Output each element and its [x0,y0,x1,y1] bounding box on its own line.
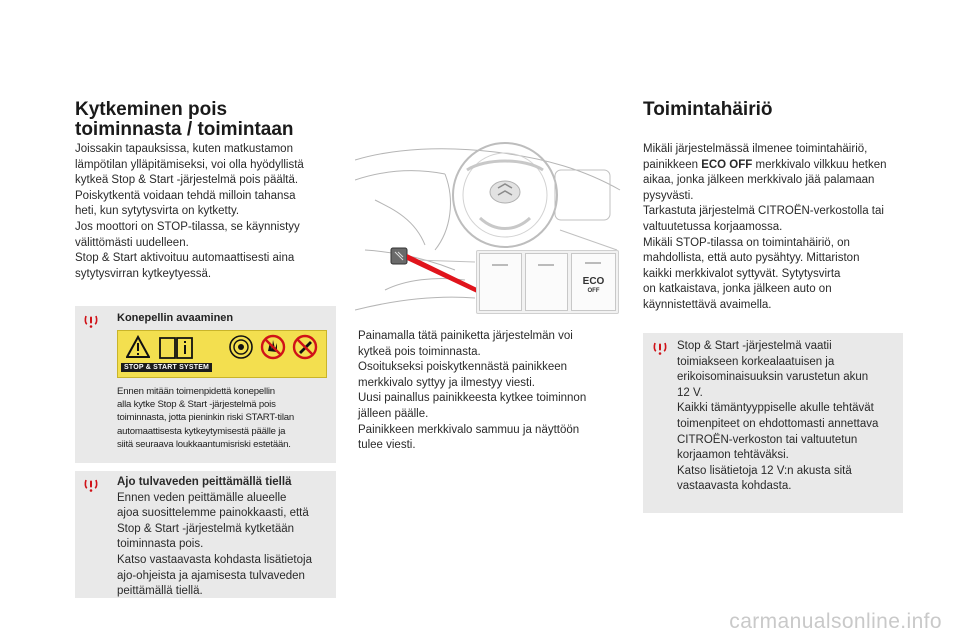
manual-book-icon [158,334,194,360]
pointer-arrow [407,254,477,293]
text-line: CITROËN-verkoston tai valtuutetun [677,433,858,446]
warning-icon [84,479,98,493]
warning-icon [653,342,667,356]
title-line-2: toiminnasta / toimintaan [75,119,294,140]
text-line: Mikäli järjestelmässä ilmenee toimintahäiriö, [643,143,868,155]
text-line: automaattisesta kytkeytymisestä päälle ja [117,425,286,437]
engine-fan-icon [228,334,254,360]
text-line: Katso lisätietoja 12 V:n akusta sitä [677,464,852,477]
text-line: alla kytke Stop & Start -järjestelmä pois [117,399,276,411]
stop-start-system-label: STOP & START SYSTEM [121,363,212,372]
text-line: sytytysvirran kytkeytyessä. [75,267,212,280]
text-line: Uusi painallus painikkeesta kytkee toiminnon [358,392,587,405]
text-line-eco [643,158,913,174]
text-line: merkkivalo syttyy ja ilmestyy viesti. [358,376,536,389]
text-line: Ennen mitään toimenpidettä konepellin [117,386,275,397]
text-line: siitä seuraava loukkaantumisriski estetään. [117,438,291,450]
text-line: erikoisominaisuuksin varustetun akun [677,371,869,384]
text-line: valtuutetussa korjaamossa. [643,220,783,233]
text-line: Stop & Start -järjestelmä kytketään [117,522,295,535]
text-line: Stop & Start aktivoituu automaattisesti aina [75,252,295,265]
text-line: heti, kun sytytysvirta on kytketty. [75,205,240,218]
left-intro-text [75,142,340,282]
text-line: Osoitukseksi poiskytkennästä painikkeen [358,361,568,374]
text-line: lämpötilan ylläpitämiseksi, voi olla hyödyllistä [75,158,304,171]
text-line: Painikkeen merkkivalo sammuu ja näyttöön [358,423,580,436]
text-line: jälleen päälle. [358,407,429,420]
text-line: toimiakseen korkealaatuisen ja [677,355,835,368]
section-title-right: Toimintahäiriö [643,99,773,120]
text-line: kytkeä Stop & Start -järjestelmä pois päältä. [75,174,299,187]
text-line: Mikäli STOP-tilassa on toimintahäiriö, on [643,236,850,249]
right-text [643,142,913,314]
text-line: käynnistettävä avaimella. [643,298,772,311]
section-title-left [75,100,335,140]
text-line: mahdollista, että auto pysähtyy. Mittariston [643,252,860,265]
hood-warning-text [117,385,332,451]
flood-warning-text [117,475,332,600]
caution-triangle-icon [126,335,150,359]
text-line: vastaavasta kohdasta. [677,480,792,493]
blank-switch[interactable] [525,253,568,311]
text-line: toiminnasta pois. [117,538,204,551]
text-line: Ennen veden peittämälle alueelle [117,491,287,504]
text-fragment: painikkeen [643,158,702,171]
eco-off-bold: ECO OFF [701,158,753,171]
small-eco-button [391,248,407,264]
no-hand-icon [260,334,286,360]
text-line: korjaamon tehtäväksi. [677,449,789,462]
warning-icon [84,315,98,329]
text-line: Painamalla tätä painiketta järjestelmän voi [358,330,573,342]
switch-panel-zoom [476,250,619,314]
hood-box-title: Konepellin avaaminen [117,312,234,324]
text-line: 12 V. [677,386,703,399]
text-line: Tarkastuta järjestelmä CITROËN-verkostolla tai [643,205,884,218]
text-line: pysyvästi. [643,189,694,202]
text-line: peittämällä tiellä. [117,585,203,598]
text-line: Katso vastaavasta kohdasta lisätietoja [117,553,312,566]
title-line-1: Kytkeminen pois [75,99,228,120]
flood-box-title: Ajo tulvaveden peittämällä tiellä [117,476,292,488]
eco-label: ECO [582,276,605,287]
hood-warning-label [117,330,327,378]
text-line: toimenpiteet on ehdottomasti annettava [677,417,879,430]
text-line: kytkeä pois toiminnasta. [358,345,481,358]
text-line: ajoa suosittelemme painokkaasti, että [117,507,309,520]
text-line: Joissakin tapauksissa, kuten matkustamon [75,143,293,155]
no-tool-icon [292,334,318,360]
eco-off-button[interactable] [571,253,616,311]
text-line: kaikki merkkivalot syttyvät. Sytytysvirta [643,267,841,280]
text-line: Poiskytkentä voidaan tehdä milloin tahansa [75,189,296,202]
text-line: välittömästi uudelleen. [75,236,189,249]
off-label: OFF [587,288,600,294]
blank-switch[interactable] [479,253,522,311]
text-line: tulee viesti. [358,439,416,452]
watermark: carmanualsonline.info [729,610,942,633]
text-line: aikaa, jonka jälkeen merkkivalo jää palamaan [643,174,875,187]
text-fragment: merkkivalo vilkkuu hetken [752,158,887,171]
text-line: Kaikki tämäntyyppiselle akulle tehtävät [677,402,874,415]
text-line: Jos moottori on STOP-tilassa, se käynnistyy [75,220,300,233]
battery-warning-text [677,339,899,495]
text-line: Stop & Start -järjestelmä vaatii [677,340,832,352]
middle-text [358,329,628,454]
text-line: toiminnasta, jotta pieninkin riski START-tilan [117,412,295,424]
steering-wheel [453,143,557,247]
text-line: on katkaistava, jonka jälkeen auto on [643,283,832,296]
indicator-light [585,262,601,264]
text-line: ajo-ohjeista ja ajamisesta tulvaveden [117,569,305,582]
